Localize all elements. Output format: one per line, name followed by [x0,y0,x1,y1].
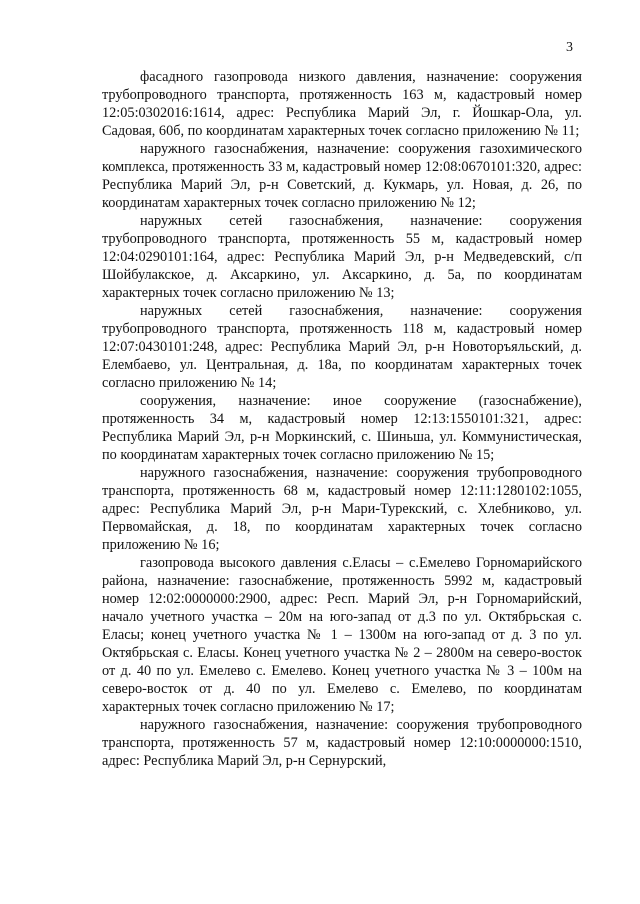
paragraph-item-13: наружных сетей газоснабжения, назначение: сооружения трубопроводного транспорта, протяженность 55 м, кадастровый номер 12:04:0290101:164, адрес: Республика Марий Эл, р-н Медведевский, с/п Шойбулакское, д. Аксаркино, ул. Аксаркино, д. 5а, по координатам характерных точек согласно приложению № 13; [102,213,582,301]
page-number: 3 [566,40,573,55]
paragraph-item-14: наружных сетей газоснабжения, назначение: сооружения трубопроводного транспорта, протяженность 118 м, кадастровый номер 12:07:0430101:248, адрес: Республика Марий Эл, р-н Новоторъяльский, д. Елембаево, ул. Центральная, д. 18а, по координатам характерных точек согласно приложению № 14; [102,303,582,391]
paragraph-item-16: наружного газоснабжения, назначение: сооружения трубопроводного транспорта, протяженность 68 м, кадастровый номер 12:11:1280102:1055, адрес: Республика Марий Эл, р-н Мари-Турекский, с. Хлебниково, ул. Первомайская, д. 18, по координатам характерных точек согласно приложению № 16; [102,465,582,553]
paragraph-item-18: наружного газоснабжения, назначение: сооружения трубопроводного транспорта, протяженность 57 м, кадастровый номер 12:10:0000000:1510, адрес: Республика Марий Эл, р-н Сернурский, [102,717,582,769]
paragraph-item-12: наружного газоснабжения, назначение: сооружения газохимического комплекса, протяженность 33 м, кадастровый номер 12:08:0670101:320, адрес: Республика Марий Эл, р-н Советский, д. Кукмарь, ул. Новая, д. 26, по координатам характерных точек согласно приложению № 12; [102,141,582,211]
paragraph-item-11: фасадного газопровода низкого давления, назначение: сооружения трубопроводного транспорта, протяженность 163 м, кадастровый номер 12:05:0302016:1614, адрес: Республика Марий Эл, г. Йошкар-Ола, ул. Садовая, 60б, по координатам характерных точек согласно приложению № 11; [102,69,582,139]
document-body [102,68,582,770]
paragraph-item-17: газопровода высокого давления с.Еласы – с.Емелево Горномарийского района, назначение: газоснабжение, протяженность 5992 м, кадастровый номер 12:02:0000000:2900, адрес: Респ. Марий Эл, р-н Горномарийский, начало учетного участка – 20м на юго-запад от д.3 по ул. Октябрьская с. Еласы; конец учетного участка № 1 – 1300м на юго-запад от д. 3 по ул. Октябрьская с. Еласы. Конец учетного участка № 2 – 2800м на северо-восток от д. 40 по ул. Емелево с. Емелево. Конец учетного участка № 3 – 100м на северо-восток от д. 40 по ул. Емелево с. Емелево, по координатам характерных точек согласно приложению № 17; [102,555,582,715]
paragraph-item-15: сооружения, назначение: иное сооружение (газоснабжение), протяженность 34 м, кадастровый номер 12:13:1550101:321, адрес: Республика Марий Эл, р-н Моркинский, с. Шиньша, ул. Коммунистическая, по координатам характерных точек согласно приложению № 15; [102,393,582,463]
